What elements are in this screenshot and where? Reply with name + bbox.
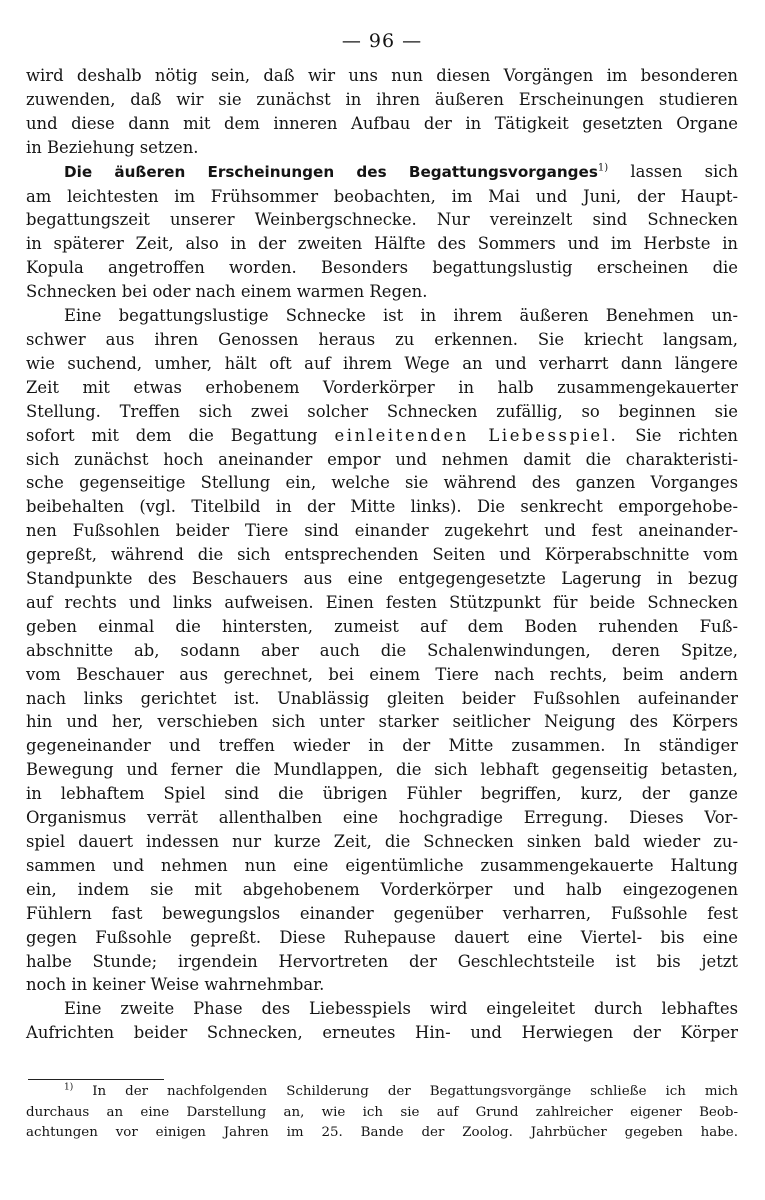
text-fragment: lassen sich: [630, 161, 739, 181]
text-line: [26, 424, 738, 448]
footnote-mark: 1): [64, 1082, 74, 1093]
paragraph-1: [26, 64, 738, 160]
text-line: wie suchend, umher, hält oft auf ihrem Wege an und verharrt dann längere: [26, 353, 738, 373]
text-line: Zeit mit etwas erhobenem Vorderkörper in halb zusammengekauerter: [26, 377, 738, 397]
text-line: Standpunkte des Beschauers aus eine entgegengesetzte Lagerung in bezug: [26, 569, 738, 589]
text-line: und diese dann mit dem inneren Aufbau der in Tätigkeit gesetzten Organe: [26, 113, 738, 133]
text-line: Organismus verrät allenthalben eine hochgradige Erregung. Dieses Vor-: [26, 808, 738, 828]
spaced-emphasis: einleitenden Liebesspiel.: [334, 425, 619, 445]
section-heading: Die äußeren Erscheinungen des Begattungsvorganges: [64, 162, 598, 181]
text-line: sammen und nehmen nun eine eigentümliche zusammengekauerte Haltung: [26, 855, 738, 875]
paragraph-3: [26, 304, 738, 997]
text-line: beibehalten (vgl. Titelbild in der Mitte links). Die senkrecht emporgehobe-: [26, 497, 738, 517]
footnote-line: [26, 1082, 738, 1103]
text-line: Schnecken bei oder nach einem warmen Regen.: [26, 282, 428, 302]
page: [26, 30, 738, 1045]
text-line: Eine begattungslustige Schnecke ist in ihrem äußeren Benehmen un-: [64, 306, 738, 326]
text-line: auf rechts und links aufweisen. Einen festen Stützpunkt für beide Schnecken: [26, 592, 738, 612]
text-line: Kopula angetroffen worden. Besonders begattungslustig erscheinen die: [26, 258, 738, 278]
text-fragment: sofort mit dem die Begattung: [26, 425, 318, 445]
text-line: halbe Stunde; irgendein Hervortreten der Geschlechtsteile ist bis jetzt: [26, 951, 738, 971]
footnote-line: achtungen vor einigen Jahren im 25. Bande der Zoolog. Jahrbücher gegeben habe.: [26, 1125, 738, 1141]
footnote-divider: [28, 1079, 164, 1080]
page-number: — 96 —: [341, 30, 423, 52]
text-line: sche gegenseitige Stellung ein, welche sie während des ganzen Vorganges: [26, 473, 738, 493]
text-line: nach links gerichtet ist. Unablässig gleiten beider Fußsohlen aufeinander: [26, 688, 738, 708]
text-fragment: Sie richten: [635, 425, 738, 445]
text-fragment: In der nachfolgenden Schilderung der Begattungsvorgänge schließe ich mich: [92, 1084, 738, 1099]
text-line: Fühlern fast bewegungslos einander gegenüber verharren, Fußsohle fest: [26, 903, 738, 923]
text-line: in lebhaftem Spiel sind die übrigen Fühler begriffen, kurz, der ganze: [26, 784, 738, 804]
text-line: hin und her, verschieben sich unter starker seitlicher Neigung des Körpers: [26, 712, 738, 732]
text-line: abschnitte ab, sodann aber auch die Schalenwindungen, deren Spitze,: [26, 640, 738, 660]
text-line: vom Beschauer aus gerechnet, bei einem Tiere nach rechts, beim andern: [26, 664, 738, 684]
text-line: gepreßt, während die sich entsprechenden Seiten und Körperabschnitte vom: [26, 545, 738, 565]
text-line: gegeneinander und treffen wieder in der Mitte zusammen. In ständiger: [26, 736, 738, 756]
body-text: [26, 64, 738, 1045]
text-line: in Beziehung setzen.: [26, 137, 199, 157]
text-line: gegen Fußsohle gepreßt. Diese Ruhepause dauert eine Viertel- bis eine: [26, 927, 738, 947]
text-line: Eine zweite Phase des Liebesspiels wird eingeleitet durch lebhaftes: [64, 999, 738, 1019]
text-line: Stellung. Treffen sich zwei solcher Schnecken zufällig, so beginnen sie: [26, 401, 738, 421]
text-line: ein, indem sie mit abgehobenem Vorderkörper und halb eingezogenen: [26, 879, 738, 899]
text-line: in späterer Zeit, also in der zweiten Hälfte des Sommers und im Herbste in: [26, 234, 738, 254]
text-line: Bewegung und ferner die Mundlappen, die sich lebhaft gegenseitig betasten,: [26, 760, 738, 780]
text-line: sich zunächst hoch aneinander empor und nehmen damit die charakteristi-: [26, 449, 738, 469]
text-line: noch in keiner Weise wahrnehmbar.: [26, 975, 325, 995]
paragraph-4: [26, 997, 738, 1045]
text-line: nen Fußsohlen beider Tiere sind einander zugekehrt und fest aneinander-: [26, 521, 738, 541]
paragraph-2: [26, 160, 738, 304]
text-line: schwer aus ihren Genossen heraus zu erkennen. Sie kriecht langsam,: [26, 329, 738, 349]
text-line: zuwenden, daß wir sie zunächst in ihren äußeren Erscheinungen studieren: [26, 89, 738, 109]
text-line: wird deshalb nötig sein, daß wir uns nun diesen Vorgängen im besonderen: [26, 66, 738, 85]
footnote: [26, 1082, 738, 1144]
text-line: spiel dauert indessen nur kurze Zeit, die Schnecken sinken bald wieder zu-: [26, 832, 738, 851]
footnote-ref: 1): [597, 162, 609, 174]
text-line: am leichtesten im Frühsommer beobachten, im Mai und Juni, der Haupt-: [26, 186, 738, 206]
footnote-line: durchaus an eine Darstellung an, wie ich sie auf Grund zahlreicher eigener Beob-: [26, 1104, 738, 1120]
text-line: [26, 160, 738, 185]
text-line: geben einmal die hintersten, zumeist auf dem Boden ruhenden Fuß-: [26, 616, 738, 636]
text-line: begattungszeit unserer Weinbergschnecke. Nur vereinzelt sind Schnecken: [26, 210, 738, 230]
text-line: Aufrichten beider Schnecken, erneutes Hin- und Herwiegen der Körper: [26, 1023, 738, 1043]
